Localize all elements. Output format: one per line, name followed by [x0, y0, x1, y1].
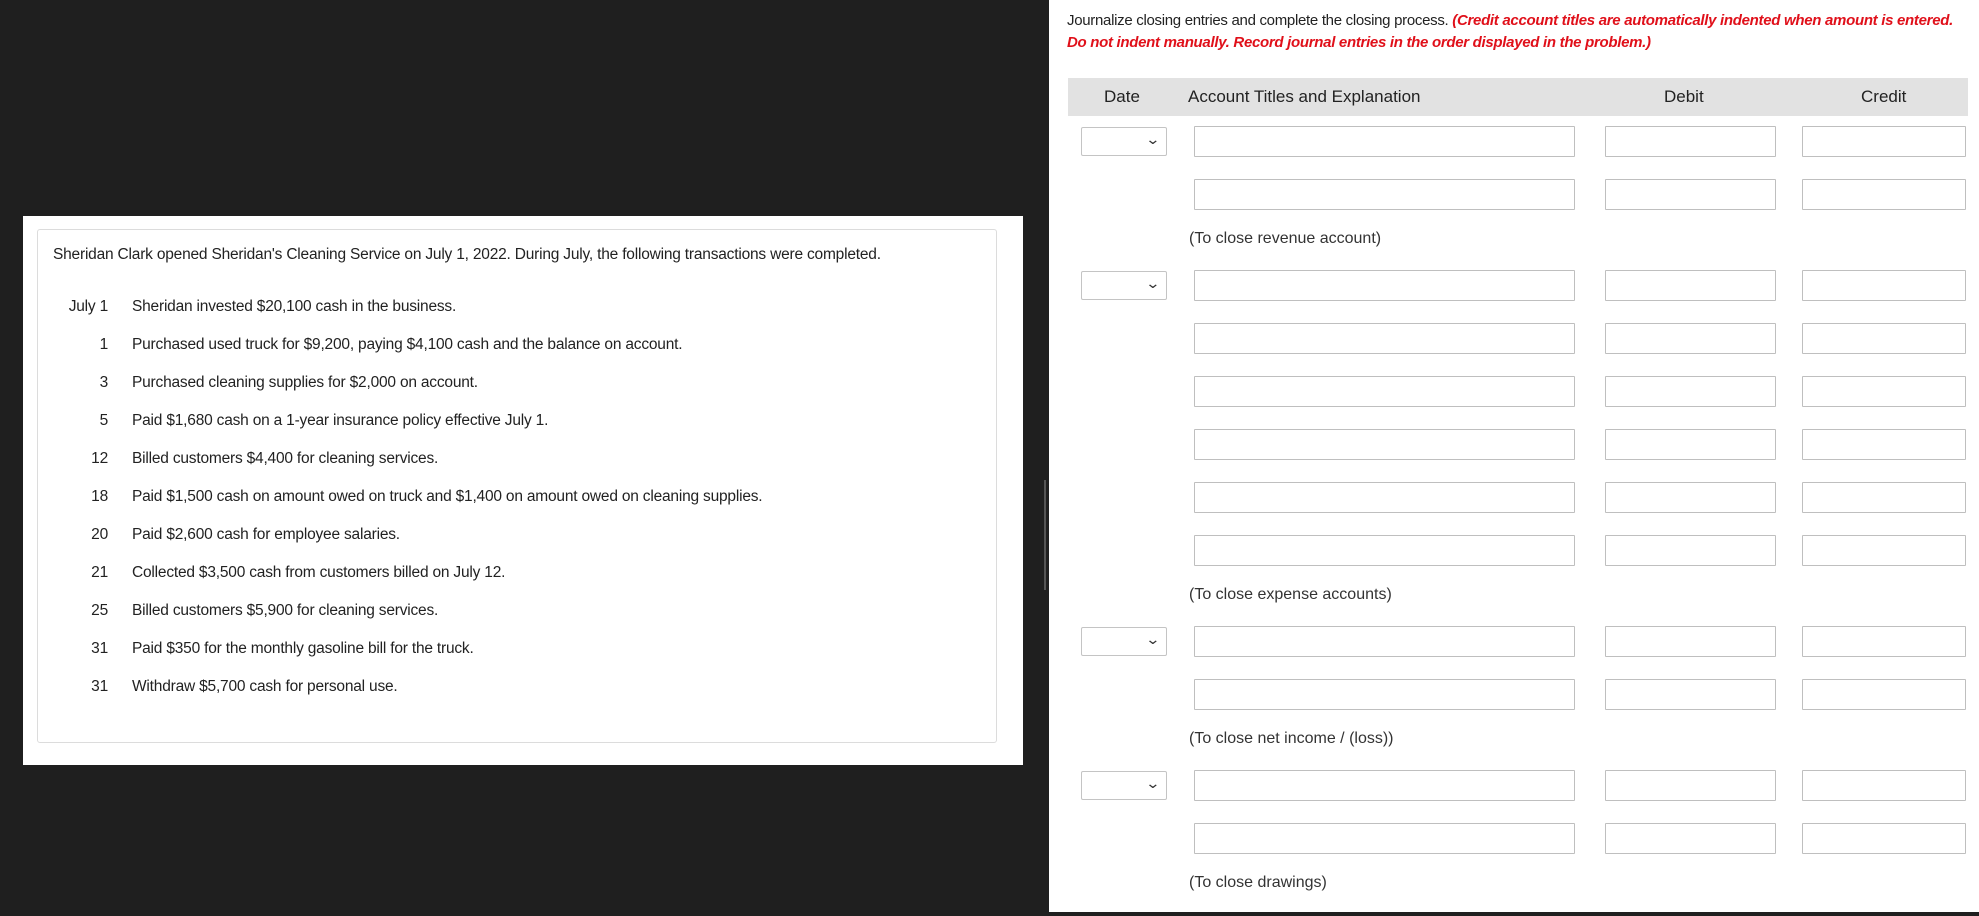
account-title-input[interactable] [1194, 626, 1575, 657]
problem-box [37, 229, 997, 743]
debit-input[interactable] [1605, 429, 1776, 460]
account-title-input[interactable] [1194, 429, 1575, 460]
credit-input[interactable] [1802, 429, 1966, 460]
credit-input[interactable] [1802, 679, 1966, 710]
account-title-input[interactable] [1194, 323, 1575, 354]
transaction-description: Paid $1,680 cash on a 1-year insurance policy effective July 1. [132, 412, 549, 429]
credit-input[interactable] [1802, 823, 1966, 854]
credit-input[interactable] [1802, 126, 1966, 157]
debit-input[interactable] [1605, 179, 1776, 210]
transaction-day: 31 [91, 678, 108, 695]
credit-input[interactable] [1802, 179, 1966, 210]
credit-input[interactable] [1802, 323, 1966, 354]
transaction-description: Paid $2,600 cash for employee salaries. [132, 526, 400, 543]
journal-panel [1049, 0, 1979, 912]
transaction-description: Withdraw $5,700 cash for personal use. [132, 678, 398, 695]
debit-input[interactable] [1605, 376, 1776, 407]
account-title-input[interactable] [1194, 823, 1575, 854]
account-title-input[interactable] [1194, 535, 1575, 566]
date-select[interactable] [1081, 771, 1167, 800]
debit-input[interactable] [1605, 323, 1776, 354]
account-title-input[interactable] [1194, 482, 1575, 513]
transaction-day: 31 [91, 640, 108, 657]
account-title-input[interactable] [1194, 679, 1575, 710]
instructions [1067, 10, 1967, 54]
entry-explanation: (To close drawings) [1189, 874, 1327, 891]
date-select[interactable] [1081, 271, 1167, 300]
debit-input[interactable] [1605, 270, 1776, 301]
chevron-down-icon: ⌄ [1145, 631, 1161, 647]
debit-input[interactable] [1605, 482, 1776, 513]
entry-explanation: (To close revenue account) [1189, 230, 1382, 247]
header-date: Date [1104, 87, 1140, 106]
transaction-description: Paid $350 for the monthly gasoline bill for the truck. [132, 640, 474, 657]
credit-input[interactable] [1802, 270, 1966, 301]
credit-input[interactable] [1802, 376, 1966, 407]
credit-input[interactable] [1802, 535, 1966, 566]
journal-header-row [1068, 78, 1968, 116]
account-title-input[interactable] [1194, 126, 1575, 157]
debit-input[interactable] [1605, 626, 1776, 657]
chevron-down-icon: ⌄ [1145, 775, 1161, 791]
transaction-day: July 1 [68, 298, 108, 315]
chevron-down-icon: ⌄ [1145, 275, 1161, 291]
instruction-text: Journalize closing entries and complete the closing process. [1067, 12, 1453, 29]
date-select[interactable] [1081, 127, 1167, 156]
debit-input[interactable] [1605, 770, 1776, 801]
problem-panel [23, 216, 1023, 765]
account-title-input[interactable] [1194, 270, 1575, 301]
header-credit: Credit [1861, 87, 1907, 106]
transaction-day: 3 [99, 374, 108, 391]
transaction-day: 20 [91, 526, 108, 543]
debit-input[interactable] [1605, 823, 1776, 854]
transaction-description: Billed customers $4,400 for cleaning services. [132, 450, 439, 467]
date-select[interactable] [1081, 627, 1167, 656]
transaction-description: Sheridan invested $20,100 cash in the business. [132, 298, 457, 315]
account-title-input[interactable] [1194, 179, 1575, 210]
transaction-day: 1 [99, 336, 108, 353]
transaction-day: 12 [91, 450, 108, 467]
chevron-down-icon: ⌄ [1145, 131, 1161, 147]
credit-input[interactable] [1802, 626, 1966, 657]
transaction-description: Purchased cleaning supplies for $2,000 on account. [132, 374, 478, 391]
problem-intro: Sheridan Clark opened Sheridan's Cleaning Service on July 1, 2022. During July, the following transactions were completed. [53, 246, 881, 263]
credit-input[interactable] [1802, 770, 1966, 801]
credit-input[interactable] [1802, 482, 1966, 513]
debit-input[interactable] [1605, 535, 1776, 566]
debit-input[interactable] [1605, 126, 1776, 157]
instruction-hint: (Credit account titles are automatically indented when amount is entered. Do not indent manually. Record journal entries in the order displayed in the problem.) [1067, 12, 1953, 51]
divider [1044, 480, 1046, 590]
entry-explanation: (To close expense accounts) [1189, 586, 1392, 603]
transaction-day: 18 [91, 488, 108, 505]
header-debit: Debit [1664, 87, 1704, 106]
debit-input[interactable] [1605, 679, 1776, 710]
transaction-description: Billed customers $5,900 for cleaning services. [132, 602, 439, 619]
transaction-day: 21 [91, 564, 108, 581]
transaction-description: Paid $1,500 cash on amount owed on truck and $1,400 on amount owed on cleaning supplies. [132, 488, 763, 505]
account-title-input[interactable] [1194, 770, 1575, 801]
header-account-titles: Account Titles and Explanation [1188, 87, 1421, 106]
entry-explanation: (To close net income / (loss)) [1189, 730, 1394, 747]
transaction-description: Collected $3,500 cash from customers billed on July 12. [132, 564, 506, 581]
transaction-day: 5 [99, 412, 108, 429]
transaction-day: 25 [91, 602, 108, 619]
transaction-description: Purchased used truck for $9,200, paying $4,100 cash and the balance on account. [132, 336, 683, 353]
account-title-input[interactable] [1194, 376, 1575, 407]
